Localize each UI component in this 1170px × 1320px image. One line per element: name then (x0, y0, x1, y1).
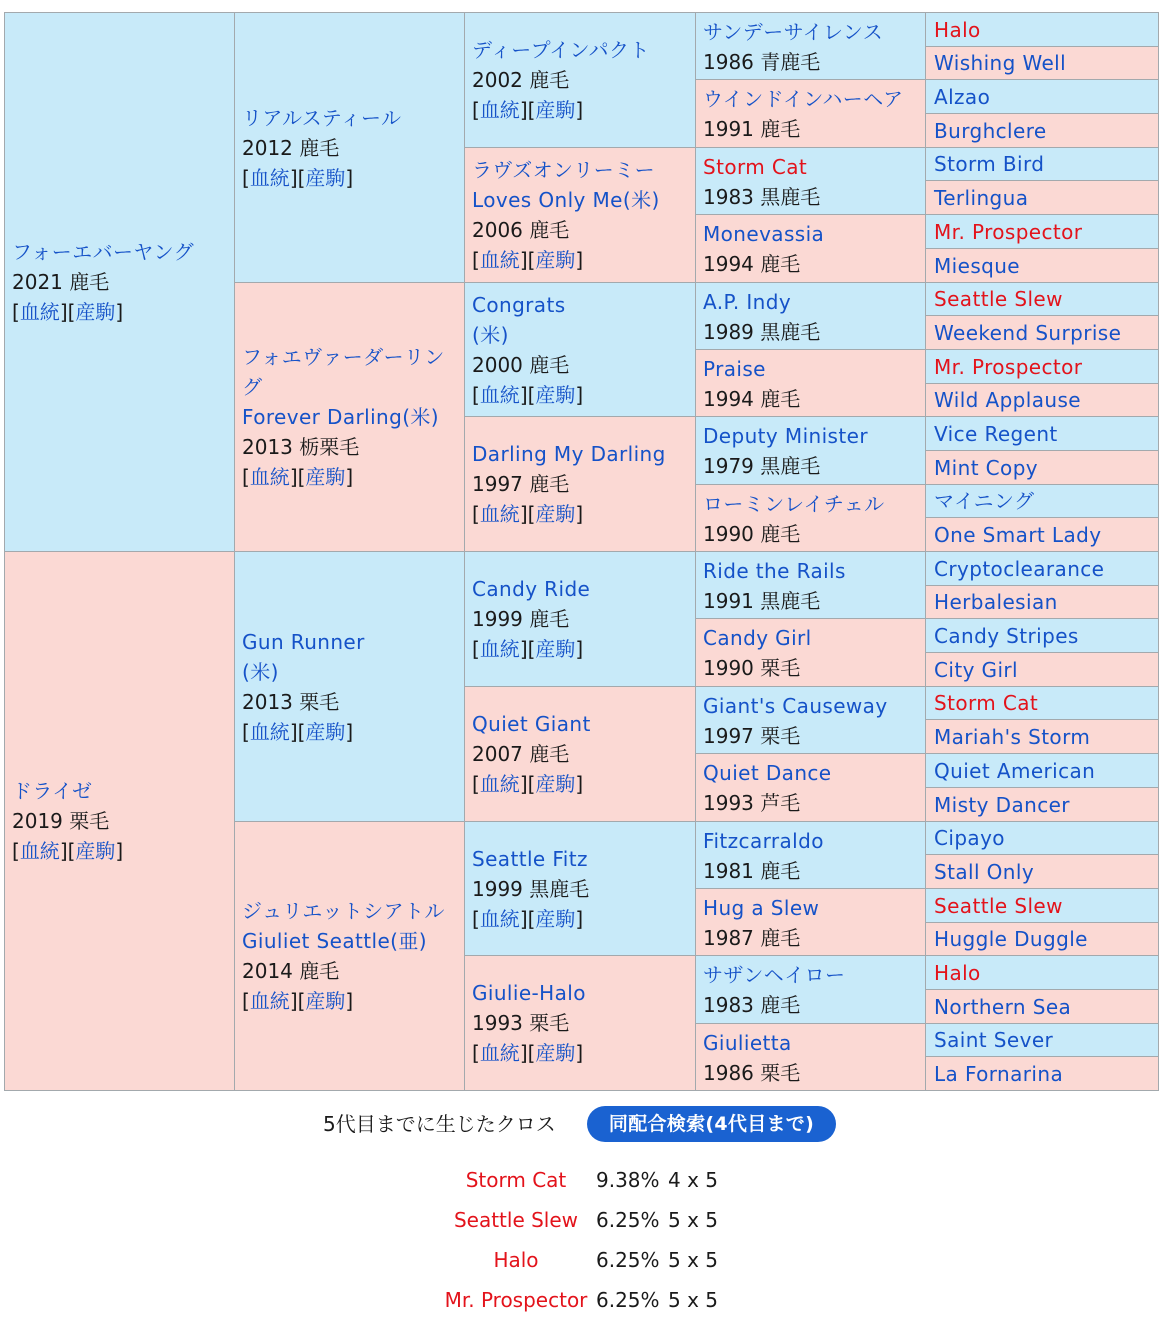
horse-links: [血統][産駒] (12, 839, 124, 863)
horse-year-color: 1983 黒鹿毛 (703, 185, 821, 209)
pedigree-cell-gen5 (925, 12, 1159, 47)
pedigree-cell-gen5 (925, 585, 1159, 619)
pedigree-cell-gen4 (695, 821, 926, 889)
pedigree-cell-gen4 (695, 1023, 926, 1091)
horse-links: [血統][産駒] (242, 719, 354, 744)
horse-name-link[interactable]: フォエヴァーダーリング (242, 345, 445, 399)
horse-name-link[interactable]: Candy Girl (703, 626, 812, 650)
foals-link[interactable]: 産駒 (535, 502, 576, 526)
foals-link[interactable]: 産駒 (535, 772, 576, 796)
blood-link[interactable]: 血統 (479, 772, 520, 796)
horse-name-alt-link[interactable]: (米) (242, 659, 279, 684)
pedigree-cell-gen3 (464, 416, 696, 552)
horse-entry (934, 655, 1154, 685)
horse-name-link[interactable]: Hug a Slew (703, 896, 820, 920)
foals-link[interactable]: 産駒 (305, 719, 346, 744)
horse-name-link[interactable]: Cryptoclearance (934, 556, 1105, 581)
horse-name-link[interactable]: Quiet Giant (472, 712, 591, 736)
pedigree-cell-gen5 (925, 652, 1159, 687)
pedigree-cell-gen5 (925, 888, 1159, 923)
horse-name-link[interactable]: Cipayo (934, 826, 1005, 850)
horse-name-link[interactable]: サザンヘイロー (703, 963, 846, 987)
pedigree-cell-gen3 (464, 821, 696, 956)
horse-year-color: 1993 芦毛 (703, 791, 801, 815)
pedigree-cell-gen5 (925, 46, 1159, 80)
horse-name-link[interactable]: Weekend Surprise (934, 320, 1122, 345)
horse-entry (472, 290, 691, 410)
pedigree-cell-gen2 (234, 821, 465, 1091)
horse-name-link[interactable]: Burghclere (934, 118, 1047, 143)
horse-entry (472, 574, 691, 664)
horse-year-color: 1981 鹿毛 (703, 859, 801, 883)
pedigree-cell-gen4 (695, 753, 926, 822)
horse-name-link[interactable]: Herbalesian (934, 590, 1058, 614)
cross-horse-link[interactable]: Halo (493, 1248, 539, 1272)
blood-link[interactable]: 血統 (249, 989, 290, 1013)
horse-entry (703, 893, 921, 953)
horse-entry (934, 183, 1154, 213)
pedigree-cell-gen5 (925, 383, 1159, 417)
blood-link[interactable]: 血統 (249, 165, 290, 190)
pedigree-cell-gen5 (925, 113, 1159, 148)
cross-row (430, 1165, 750, 1195)
horse-entry (703, 758, 921, 818)
horse-year-color: 2019 栗毛 (12, 809, 110, 833)
horse-entry (934, 149, 1154, 179)
horse-entry (934, 385, 1154, 415)
horse-entry (934, 823, 1154, 853)
horse-year-color: 1979 黒鹿毛 (703, 454, 821, 478)
horse-name-link[interactable]: One Smart Lady (934, 522, 1102, 547)
pedigree-cell-gen5 (925, 484, 1159, 518)
horse-name-link[interactable]: Seattle Fitz (472, 846, 588, 871)
horse-year-color: 1991 鹿毛 (703, 117, 801, 141)
pedigree-cell-gen2 (234, 551, 465, 822)
blood-link[interactable]: 血統 (479, 382, 520, 407)
horse-entry (934, 251, 1154, 281)
horse-year-color: 1997 鹿毛 (472, 472, 570, 496)
horse-year-color: 2000 鹿毛 (472, 352, 570, 377)
blood-link[interactable]: 血統 (19, 300, 60, 324)
horse-links: [血統][産駒] (12, 300, 124, 324)
horse-entry (934, 48, 1154, 78)
horse-entry (703, 489, 921, 549)
horse-name-link[interactable]: Storm Cat (934, 691, 1039, 715)
cross-row (430, 1285, 750, 1315)
pedigree-cell-gen3 (464, 12, 696, 148)
horse-name-link[interactable]: マイニング (934, 489, 1035, 513)
cross-percentage: 6.25% (596, 1208, 660, 1232)
horse-name-link[interactable]: ドライゼ (12, 779, 93, 803)
horse-name-link[interactable]: Praise (703, 357, 766, 381)
horse-name-link[interactable]: Storm Bird (934, 152, 1045, 176)
cross-percentage: 6.25% (596, 1288, 660, 1312)
horse-name-link[interactable]: Seattle Slew (934, 287, 1063, 311)
horse-entry (934, 587, 1154, 617)
foals-link[interactable]: 産駒 (305, 165, 346, 190)
horse-name-link[interactable]: ラヴズオンリーミー (472, 158, 655, 182)
horse-entry (934, 520, 1154, 550)
horse-year-color: 1989 黒鹿毛 (703, 320, 821, 344)
horse-links: [血統][産駒] (472, 248, 584, 272)
pedigree-cell-gen4 (695, 147, 926, 215)
horse-name-alt-link[interactable]: Loves Only Me(米) (472, 188, 660, 212)
cross-horse-link[interactable]: Seattle Slew (453, 1208, 579, 1232)
horse-entry (934, 352, 1154, 382)
horse-name-link[interactable]: リアルスティール (242, 105, 402, 130)
horse-links: [血統][産駒] (472, 772, 584, 796)
pedigree-cell-gen3 (464, 282, 696, 417)
cross-generation: 4 x 5 (668, 1168, 718, 1192)
horse-name-alt-link[interactable]: Giuliet Seattle(亜) (242, 929, 427, 953)
horse-name-link[interactable]: Stall Only (934, 859, 1035, 884)
horse-name-link[interactable]: Saint Sever (934, 1028, 1054, 1052)
horse-name-link[interactable]: Darling My Darling (472, 442, 666, 466)
horse-name-link[interactable]: Alzao (934, 84, 991, 109)
horse-name-link[interactable]: Mr. Prospector (934, 354, 1083, 379)
horse-entry (934, 15, 1154, 45)
pedigree-cell-gen3 (464, 955, 696, 1091)
horse-entry (242, 103, 460, 193)
horse-entry (472, 844, 691, 934)
horse-year-color: 1997 栗毛 (703, 724, 801, 748)
pedigree-cell-gen4 (695, 551, 926, 619)
horse-name-link[interactable]: Northern Sea (934, 994, 1072, 1019)
horse-name-link[interactable]: Huggle Duggle (934, 927, 1088, 951)
horse-entry (934, 857, 1154, 887)
horse-entry (934, 318, 1154, 348)
horse-name-link[interactable]: Giant's Causeway (703, 694, 888, 718)
horse-entry (934, 419, 1154, 449)
horse-year-color: 1991 黒鹿毛 (703, 589, 821, 613)
pedigree-cell-gen5 (925, 517, 1159, 552)
foals-link[interactable]: 産駒 (535, 637, 576, 661)
blood-link[interactable]: 血統 (479, 502, 520, 526)
horse-entry (703, 17, 921, 77)
horse-entry (472, 35, 691, 125)
horse-name-link[interactable]: Halo (934, 960, 981, 985)
horse-year-color: 1983 鹿毛 (703, 993, 801, 1017)
horse-entry (934, 688, 1154, 718)
horse-links: [血統][産駒] (472, 637, 584, 661)
horse-name-link[interactable]: Terlingua (934, 185, 1029, 210)
horse-entry (934, 790, 1154, 820)
pedigree-cell-gen5 (925, 686, 1159, 720)
horse-name-link[interactable]: Wild Applause (934, 388, 1081, 412)
horse-name-link[interactable]: フォーエバーヤング (12, 240, 194, 264)
pedigree-cell-gen5 (925, 180, 1159, 215)
horse-entry (703, 691, 921, 751)
horse-name-link[interactable]: Mr. Prospector (934, 219, 1083, 244)
horse-entry (934, 217, 1154, 247)
horse-name-link[interactable]: Ride the Rails (703, 559, 846, 583)
horse-entry (703, 421, 921, 481)
horse-entry (934, 554, 1154, 584)
horse-name-alt-link[interactable]: Forever Darling(米) (242, 405, 440, 429)
pedigree-cell-gen2 (234, 282, 465, 552)
cross-generation: 5 x 5 (668, 1288, 718, 1312)
blood-link[interactable]: 血統 (249, 719, 290, 744)
horse-entry (703, 287, 921, 347)
horse-year-color: 1986 栗毛 (703, 1061, 801, 1085)
horse-year-color: 1986 青鹿毛 (703, 50, 821, 74)
horse-entry (242, 627, 460, 747)
horse-entry (934, 722, 1154, 752)
horse-name-link[interactable]: La Fornarina (934, 1061, 1064, 1086)
horse-name-link[interactable]: Giulie-Halo (472, 981, 586, 1005)
foals-link[interactable]: 産駒 (305, 465, 346, 489)
horse-name-link[interactable]: Miesque (934, 253, 1021, 278)
horse-name-link[interactable]: Wishing Well (934, 51, 1067, 75)
horse-entry (934, 891, 1154, 921)
pedigree-cell-gen5 (925, 1023, 1159, 1057)
pedigree-cell-gen1 (4, 551, 235, 1091)
horse-name-link[interactable]: Deputy Minister (703, 424, 868, 448)
horse-entry (703, 1028, 921, 1088)
cross-percentage: 6.25% (596, 1248, 660, 1272)
cross-generation: 5 x 5 (668, 1208, 718, 1232)
horse-year-color: 1990 栗毛 (703, 656, 801, 680)
horse-year-color: 2013 栗毛 (242, 689, 340, 714)
horse-entry (472, 709, 691, 799)
horse-year-color: 2006 鹿毛 (472, 218, 570, 242)
horse-links: [血統][産駒] (472, 382, 584, 407)
foals-link[interactable]: 産駒 (535, 906, 576, 931)
horse-name-link[interactable]: Congrats (472, 292, 566, 317)
pedigree-cell-gen4 (695, 282, 926, 350)
pedigree-cell-gen5 (925, 753, 1159, 788)
horse-name-link[interactable]: ローミンレイチェル (703, 492, 885, 516)
horse-entry (934, 486, 1154, 516)
horse-year-color: 1994 鹿毛 (703, 387, 801, 411)
pedigree-cell-gen1 (4, 12, 235, 552)
horse-year-color: 1994 鹿毛 (703, 252, 801, 276)
pedigree-cell-gen5 (925, 214, 1159, 249)
horse-entry (934, 924, 1154, 954)
horse-entry (242, 896, 460, 1016)
horse-links: [血統][産駒] (472, 1041, 584, 1065)
pedigree-cell-gen4 (695, 79, 926, 148)
horse-entry (703, 826, 921, 886)
horse-name-link[interactable]: Monevassia (703, 222, 825, 246)
horse-entry (934, 756, 1154, 786)
horse-year-color: 2021 鹿毛 (12, 270, 110, 294)
pedigree-cell-gen5 (925, 787, 1159, 822)
horse-name-link[interactable]: ウインドインハーヘア (703, 87, 904, 111)
horse-links: [血統][産駒] (472, 98, 584, 122)
pedigree-cell-gen5 (925, 79, 1159, 114)
horse-year-color: 2013 栃栗毛 (242, 435, 360, 459)
horse-name-link[interactable]: Giulietta (703, 1031, 792, 1055)
horse-links: [血統][産駒] (242, 465, 354, 489)
horse-year-color: 1987 鹿毛 (703, 926, 801, 950)
foals-link[interactable]: 産駒 (535, 382, 576, 407)
horse-entry (703, 152, 921, 212)
foals-link[interactable]: 産駒 (75, 839, 116, 863)
cross-row (430, 1205, 750, 1235)
foals-link[interactable]: 産駒 (305, 989, 346, 1013)
blood-link[interactable]: 血統 (479, 98, 520, 122)
horse-name-link[interactable]: Mariah's Storm (934, 724, 1091, 749)
horse-year-color: 2002 鹿毛 (472, 68, 570, 92)
pedigree-table (4, 12, 1158, 1090)
cross-horse-link[interactable]: Storm Cat (465, 1168, 567, 1192)
pedigree-cell-gen5 (925, 989, 1159, 1024)
pedigree-cell-gen4 (695, 349, 926, 417)
cross-percentage: 9.38% (596, 1168, 660, 1192)
cross-generation: 5 x 5 (668, 1248, 718, 1272)
pedigree-cell-gen3 (464, 147, 696, 283)
pedigree-cell-gen5 (925, 618, 1159, 653)
horse-year-color: 2012 鹿毛 (242, 135, 340, 160)
blood-link[interactable]: 血統 (479, 248, 520, 272)
horse-entry (934, 82, 1154, 112)
horse-year-color: 2007 鹿毛 (472, 742, 570, 766)
pedigree-cell-gen5 (925, 282, 1159, 316)
horse-year-color: 1993 栗毛 (472, 1011, 570, 1035)
horse-name-link[interactable]: A.P. Indy (703, 290, 792, 314)
horse-name-link[interactable]: City Girl (934, 657, 1018, 682)
pedigree-cell-gen5 (925, 955, 1159, 990)
horse-name-link[interactable]: サンデーサイレンス (703, 20, 884, 44)
horse-name-link[interactable]: Halo (934, 17, 981, 42)
pedigree-cell-gen5 (925, 922, 1159, 956)
horse-entry (703, 623, 921, 683)
horse-entry (934, 116, 1154, 146)
horse-entry (472, 978, 691, 1068)
pedigree-cell-gen5 (925, 349, 1159, 384)
pedigree-cell-gen3 (464, 551, 696, 687)
horse-links: [血統][産駒] (242, 165, 354, 190)
foals-link[interactable]: 産駒 (535, 248, 576, 272)
pedigree-cell-gen4 (695, 214, 926, 283)
horse-name-alt-link[interactable]: (米) (472, 322, 509, 347)
horse-name-link[interactable]: Vice Regent (934, 421, 1058, 446)
pedigree-cell-gen4 (695, 484, 926, 552)
foals-link[interactable]: 産駒 (535, 1041, 576, 1065)
blood-link[interactable]: 血統 (479, 637, 520, 661)
pedigree-cell-gen5 (925, 416, 1159, 451)
same-breeding-search-button[interactable]: 同配合検索(4代目まで) (587, 1106, 836, 1142)
horse-entry (12, 776, 230, 866)
blood-link[interactable]: 血統 (19, 839, 60, 863)
horse-entry (934, 453, 1154, 483)
pedigree-cell-gen4 (695, 888, 926, 956)
pedigree-cell-gen5 (925, 821, 1159, 855)
horse-entry (472, 155, 691, 275)
horse-name-link[interactable]: Candy Stripes (934, 623, 1079, 648)
pedigree-cell-gen2 (234, 12, 465, 283)
horse-name-link[interactable]: Mint Copy (934, 455, 1039, 480)
blood-link[interactable]: 血統 (479, 906, 520, 931)
pedigree-cell-gen5 (925, 854, 1159, 889)
horse-entry (703, 354, 921, 414)
pedigree-cell-gen3 (464, 686, 696, 822)
horse-name-link[interactable]: Fitzcarraldo (703, 829, 824, 853)
cross-horse-link[interactable]: Mr. Prospector (444, 1288, 588, 1312)
foals-link[interactable]: 産駒 (75, 300, 116, 324)
pedigree-cell-gen4 (695, 618, 926, 687)
horse-name-link[interactable]: Quiet Dance (703, 761, 832, 785)
pedigree-cell-gen5 (925, 315, 1159, 350)
horse-entry (703, 556, 921, 616)
horse-entry (12, 237, 230, 327)
pedigree-cell-gen4 (695, 686, 926, 754)
pedigree-cell-gen5 (925, 1056, 1159, 1091)
pedigree-cell-gen5 (925, 147, 1159, 181)
horse-name-link[interactable]: Gun Runner (242, 629, 365, 654)
blood-link[interactable]: 血統 (249, 465, 290, 489)
horse-entry (242, 342, 460, 492)
pedigree-cell-gen5 (925, 551, 1159, 586)
horse-entry (472, 439, 691, 529)
horse-entry (703, 960, 921, 1020)
horse-name-link[interactable]: Misty Dancer (934, 792, 1070, 817)
horse-entry (934, 1059, 1154, 1089)
cross-row (430, 1245, 750, 1275)
horse-name-link[interactable]: Candy Ride (472, 577, 591, 601)
pedigree-cell-gen5 (925, 719, 1159, 754)
horse-links: [血統][産駒] (472, 502, 584, 526)
foals-link[interactable]: 産駒 (535, 98, 576, 122)
cross-section-title: 5代目までに生じたクロス (323, 1112, 556, 1136)
horse-year-color: 1990 鹿毛 (703, 522, 801, 546)
horse-name-link[interactable]: Seattle Slew (934, 893, 1063, 918)
horse-links: [血統][産駒] (472, 906, 584, 931)
pedigree-cell-gen5 (925, 248, 1159, 283)
horse-name-link[interactable]: Quiet American (934, 758, 1096, 783)
horse-year-color: 2014 鹿毛 (242, 959, 340, 983)
horse-year-color: 1999 黒鹿毛 (472, 876, 590, 901)
horse-name-link[interactable]: ディープインパクト (472, 38, 650, 62)
horse-entry (703, 219, 921, 279)
horse-links: [血統][産駒] (242, 989, 354, 1013)
pedigree-cell-gen5 (925, 450, 1159, 485)
blood-link[interactable]: 血統 (479, 1041, 520, 1065)
pedigree-cell-gen4 (695, 416, 926, 485)
horse-name-link[interactable]: Storm Cat (703, 155, 808, 179)
horse-entry (934, 958, 1154, 988)
pedigree-cell-gen4 (695, 955, 926, 1024)
horse-entry (934, 992, 1154, 1022)
horse-year-color: 1999 鹿毛 (472, 607, 570, 631)
horse-entry (934, 284, 1154, 314)
pedigree-cell-gen4 (695, 12, 926, 80)
horse-entry (703, 84, 921, 144)
horse-name-link[interactable]: ジュリエットシアトル (242, 899, 445, 923)
horse-entry (934, 621, 1154, 651)
horse-entry (934, 1025, 1154, 1055)
